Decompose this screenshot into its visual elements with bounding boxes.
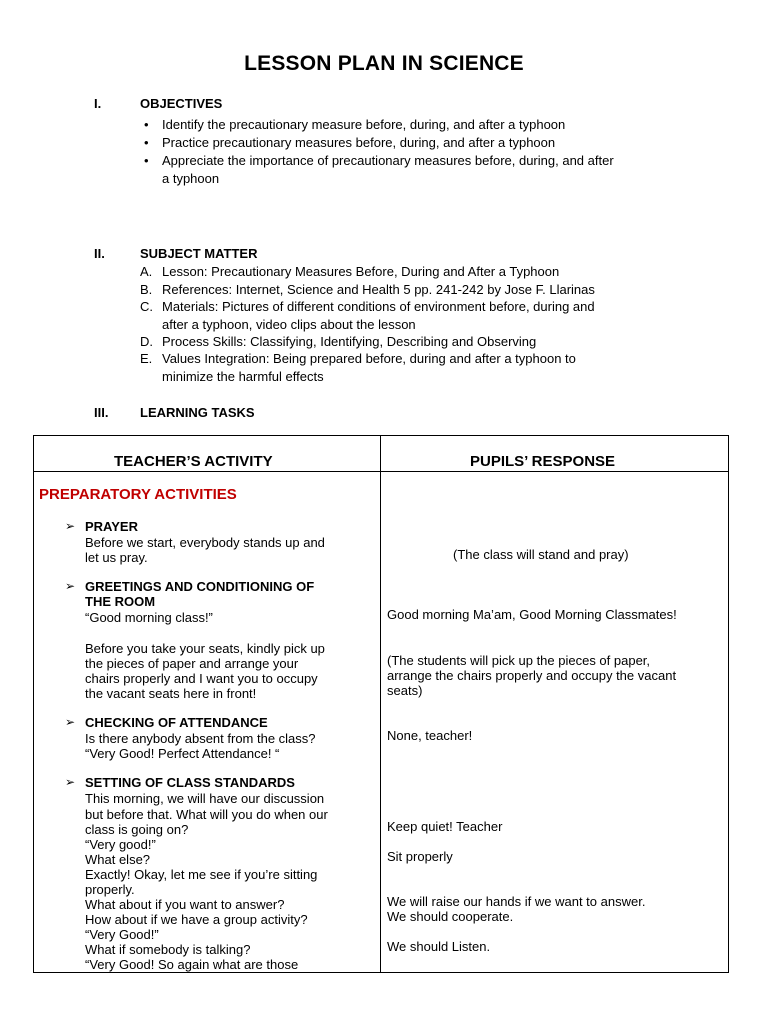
standards-response: We will raise our hands if we want to answer. — [387, 894, 646, 909]
arrow-bullet-icon: ➢ — [65, 715, 76, 729]
subject-line: minimize the harmful effects — [162, 369, 324, 384]
subject-letter: B. — [140, 282, 153, 297]
arrow-bullet-icon: ➢ — [65, 775, 76, 789]
arrow-bullet-icon: ➢ — [65, 579, 76, 593]
greetings-line: the pieces of paper and arrange your — [85, 656, 299, 671]
greetings-response-line: (The students will pick up the pieces of paper, — [387, 653, 651, 668]
teacher-activity-header: TEACHER’S ACTIVITY — [114, 453, 273, 470]
objective-item: Identify the precautionary measure before, during, and after a typhoon — [162, 117, 566, 132]
greetings-line: Before you take your seats, kindly pick up — [85, 641, 325, 656]
subject-line: Process Skills: Classifying, Identifying, Describing and Observing — [162, 334, 537, 349]
subject-line: Values Integration: Being prepared before, during and after a typhoon to — [162, 351, 576, 366]
objective-item: Appreciate the importance of precautionary measures before, during, and after — [162, 153, 614, 168]
attendance-line: “Very Good! Perfect Attendance! “ — [85, 746, 280, 761]
subject-matter-number: II. — [94, 246, 105, 261]
bullet-icon: • — [144, 117, 149, 132]
standards-line: What about if you want to answer? — [85, 897, 285, 912]
subject-line: References: Internet, Science and Health 5 pp. 241-242 by Jose F. Llarinas — [162, 282, 595, 297]
pupils-response-header: PUPILS’ RESPONSE — [470, 453, 616, 470]
subject-matter-heading: SUBJECT MATTER — [140, 246, 258, 261]
prayer-line: Before we start, everybody stands up and — [85, 535, 325, 550]
standards-line: This morning, we will have our discussion — [85, 791, 325, 806]
attendance-heading: CHECKING OF ATTENDANCE — [85, 715, 268, 730]
bullet-icon: • — [144, 153, 149, 168]
greetings-line: “Good morning class!” — [85, 610, 213, 625]
standards-line: “Very Good! So again what are those — [85, 957, 299, 972]
bullet-icon: • — [144, 135, 149, 150]
objectives-number: I. — [94, 96, 102, 111]
standards-response: We should Listen. — [387, 939, 491, 954]
greetings-heading-continued: THE ROOM — [85, 594, 156, 609]
subject-letter: D. — [140, 334, 153, 349]
standards-response: Sit properly — [387, 849, 453, 864]
subject-line: Lesson: Precautionary Measures Before, During and After a Typhoon — [162, 264, 560, 279]
objective-item-continued: a typhoon — [162, 171, 220, 186]
arrow-bullet-icon: ➢ — [65, 519, 76, 533]
objectives-heading: OBJECTIVES — [140, 96, 223, 111]
standards-line: class is going on? — [85, 822, 189, 837]
standards-line: What if somebody is talking? — [85, 942, 251, 957]
standards-response: Keep quiet! Teacher — [387, 819, 503, 834]
prayer-heading: PRAYER — [85, 519, 138, 534]
learning-tasks-heading: LEARNING TASKS — [140, 405, 255, 420]
standards-line: properly. — [85, 882, 135, 897]
standards-response: We should cooperate. — [387, 909, 514, 924]
table-column-divider — [380, 435, 381, 973]
subject-line: Materials: Pictures of different conditions of environment before, during and — [162, 299, 595, 314]
greetings-heading: GREETINGS AND CONDITIONING OF — [85, 579, 315, 594]
preparatory-activities-heading: PREPARATORY ACTIVITIES — [39, 486, 237, 503]
greetings-line: the vacant seats here in front! — [85, 686, 257, 701]
greetings-response-line: seats) — [387, 683, 423, 698]
standards-line: Exactly! Okay, let me see if you’re sitting — [85, 867, 318, 882]
standards-line: How about if we have a group activity? — [85, 912, 308, 927]
greetings-response-line: arrange the chairs properly and occupy the vacant — [387, 668, 677, 683]
standards-line: “Very good!” — [85, 837, 156, 852]
standards-heading: SETTING OF CLASS STANDARDS — [85, 775, 295, 790]
subject-line: after a typhoon, video clips about the lesson — [162, 317, 416, 332]
attendance-response: None, teacher! — [387, 728, 473, 743]
prayer-response: (The class will stand and pray) — [453, 547, 629, 562]
subject-letter: E. — [140, 351, 153, 366]
subject-letter: A. — [140, 264, 153, 279]
learning-tasks-number: III. — [94, 405, 109, 420]
greetings-response: Good morning Ma’am, Good Morning Classmates! — [387, 607, 677, 622]
subject-letter: C. — [140, 299, 153, 314]
attendance-line: Is there anybody absent from the class? — [85, 731, 316, 746]
standards-line: “Very Good!” — [85, 927, 159, 942]
prayer-line: let us pray. — [85, 550, 148, 565]
table-header-divider — [33, 471, 729, 472]
page-title: LESSON PLAN IN SCIENCE — [244, 52, 524, 75]
standards-line: What else? — [85, 852, 151, 867]
standards-line: but before that. What will you do when our — [85, 807, 328, 822]
objective-item: Practice precautionary measures before, during, and after a typhoon — [162, 135, 556, 150]
greetings-line: chairs properly and I want you to occupy — [85, 671, 318, 686]
